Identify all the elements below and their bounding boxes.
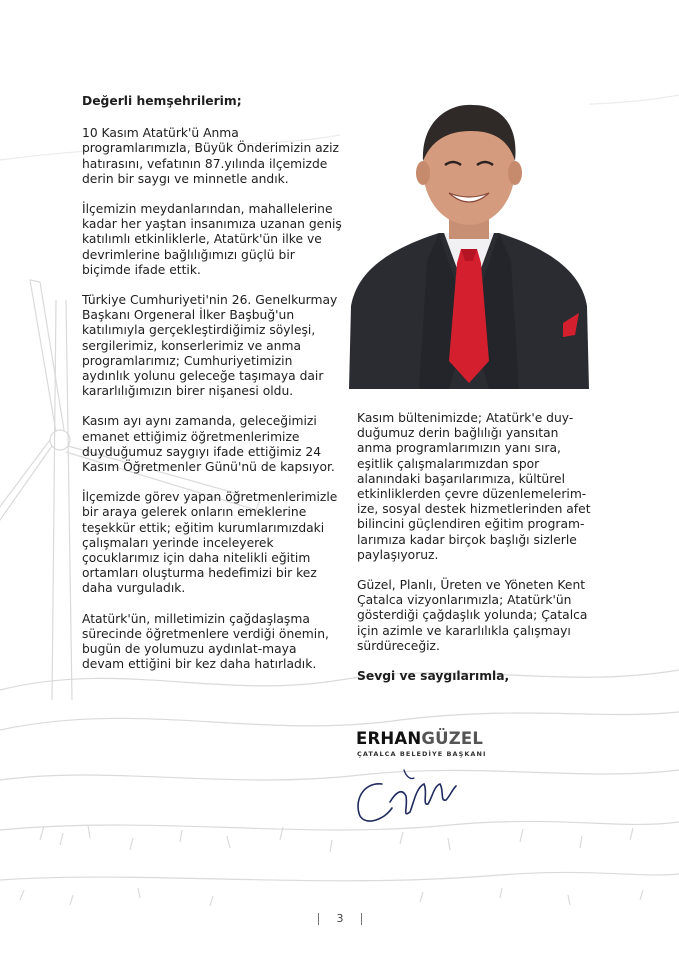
page-number-value: 3 bbox=[336, 912, 344, 925]
paragraph-cagdaslasma: Atatürk'ün, milletimizin çağdaşlaşma sürecinde öğretmenlere verdiği önemin, bugün de yolumuzu aydınlat-maya devam ettiğini bir kez daha hatırladık. bbox=[82, 611, 329, 672]
signature-title: ÇATALCA BELEDİYE BAŞKANI bbox=[357, 750, 487, 758]
paragraph-ogretmenler-gunu: Kasım ayı aynı zamanda, geleceğimizi emanet ettiğimiz öğretmenlerimize duyduğumuz saygıyı ifade ettiğimiz 24 Kasım Öğretmenler Günü'nü de kapsıyor. bbox=[82, 414, 335, 475]
letter-left-column bbox=[82, 94, 342, 688]
paragraph-etkinlikler: İlçemizin meydanlarından, mahallelerine kadar her yaştan insanımıza uzanan geniş katılımlı etkinliklerle, Atatürk'ün ilke ve devrimlerine bağlılığımızı güçlü bir biçimde ifade ettik. bbox=[82, 202, 342, 277]
page-number-left-bar bbox=[318, 913, 319, 925]
signature-last-name: GÜZEL bbox=[421, 729, 484, 748]
page-number-right-bar bbox=[361, 913, 362, 925]
paragraph-vizyon: Güzel, Planlı, Üreten ve Yöneten Kent Çatalca vizyonlarımızla; Atatürk'ün gösterdiği çağdaşlık yolunda; Çatalca için azimle ve kararlılıkla çalışmayı sürdüreceğiz. bbox=[357, 578, 588, 653]
letter-closing: Sevgi ve saygılarımla, bbox=[357, 669, 510, 684]
signature-first-name: ERHAN bbox=[356, 729, 422, 748]
letter-right-column bbox=[357, 411, 597, 699]
handwritten-signature bbox=[352, 762, 462, 832]
paragraph-genelkurmay: Türkiye Cumhuriyeti'nin 26. Genelkurmay Başkanı Orgeneral İlker Başbuğ'un katılımıyla gerçekleştirdiğimiz söyleşi, sergilerimiz, konserlerimiz ve anma programlarımız; Cumhuriyetimizin aydınlık yolunu geleceğe taşımaya dair kararlılığımızın birer nişanesi oldu. bbox=[82, 293, 338, 399]
signature-name bbox=[356, 730, 483, 748]
paragraph-ogretmenler: İlçemizde görev yapan öğretmenlerimizle bir araya gelerek onların emeklerine teşekkür ettik; eğitim kurumlarımızdaki çalışmaları yerinde inceleyerek çocuklarımız için daha nitelikli eğitim ortamları oluşturma hedefimizi bir kez daha vurguladık. bbox=[82, 490, 338, 596]
paragraph-bulten: Kasım bültenimizde; Atatürk'e duy-duğumuz derin bağlılığı yansıtan anma programlarımızın yanı sıra, eşitlik çalışmalarımızdan spor alanındaki başarılarımıza, kültürel etkinliklerden çevre düzenlemelerim-ize, sosyal destek hizmetlerinden afet bilincini güçlendiren eğitim program-larımıza kadar birçok başlığı sizlerle paylaşıyoruz. bbox=[357, 411, 591, 562]
page-number bbox=[318, 912, 362, 925]
paragraph-anma: 10 Kasım Atatürk'ü Anma programlarımızla, Büyük Önderimizin aziz hatırasını, vefatının 87.yılında ilçemizde derin bir saygı ve minnetle andık. bbox=[82, 126, 340, 186]
mayor-portrait-photo bbox=[349, 91, 589, 389]
letter-salutation: Değerli hemşehrilerim; bbox=[82, 94, 242, 108]
